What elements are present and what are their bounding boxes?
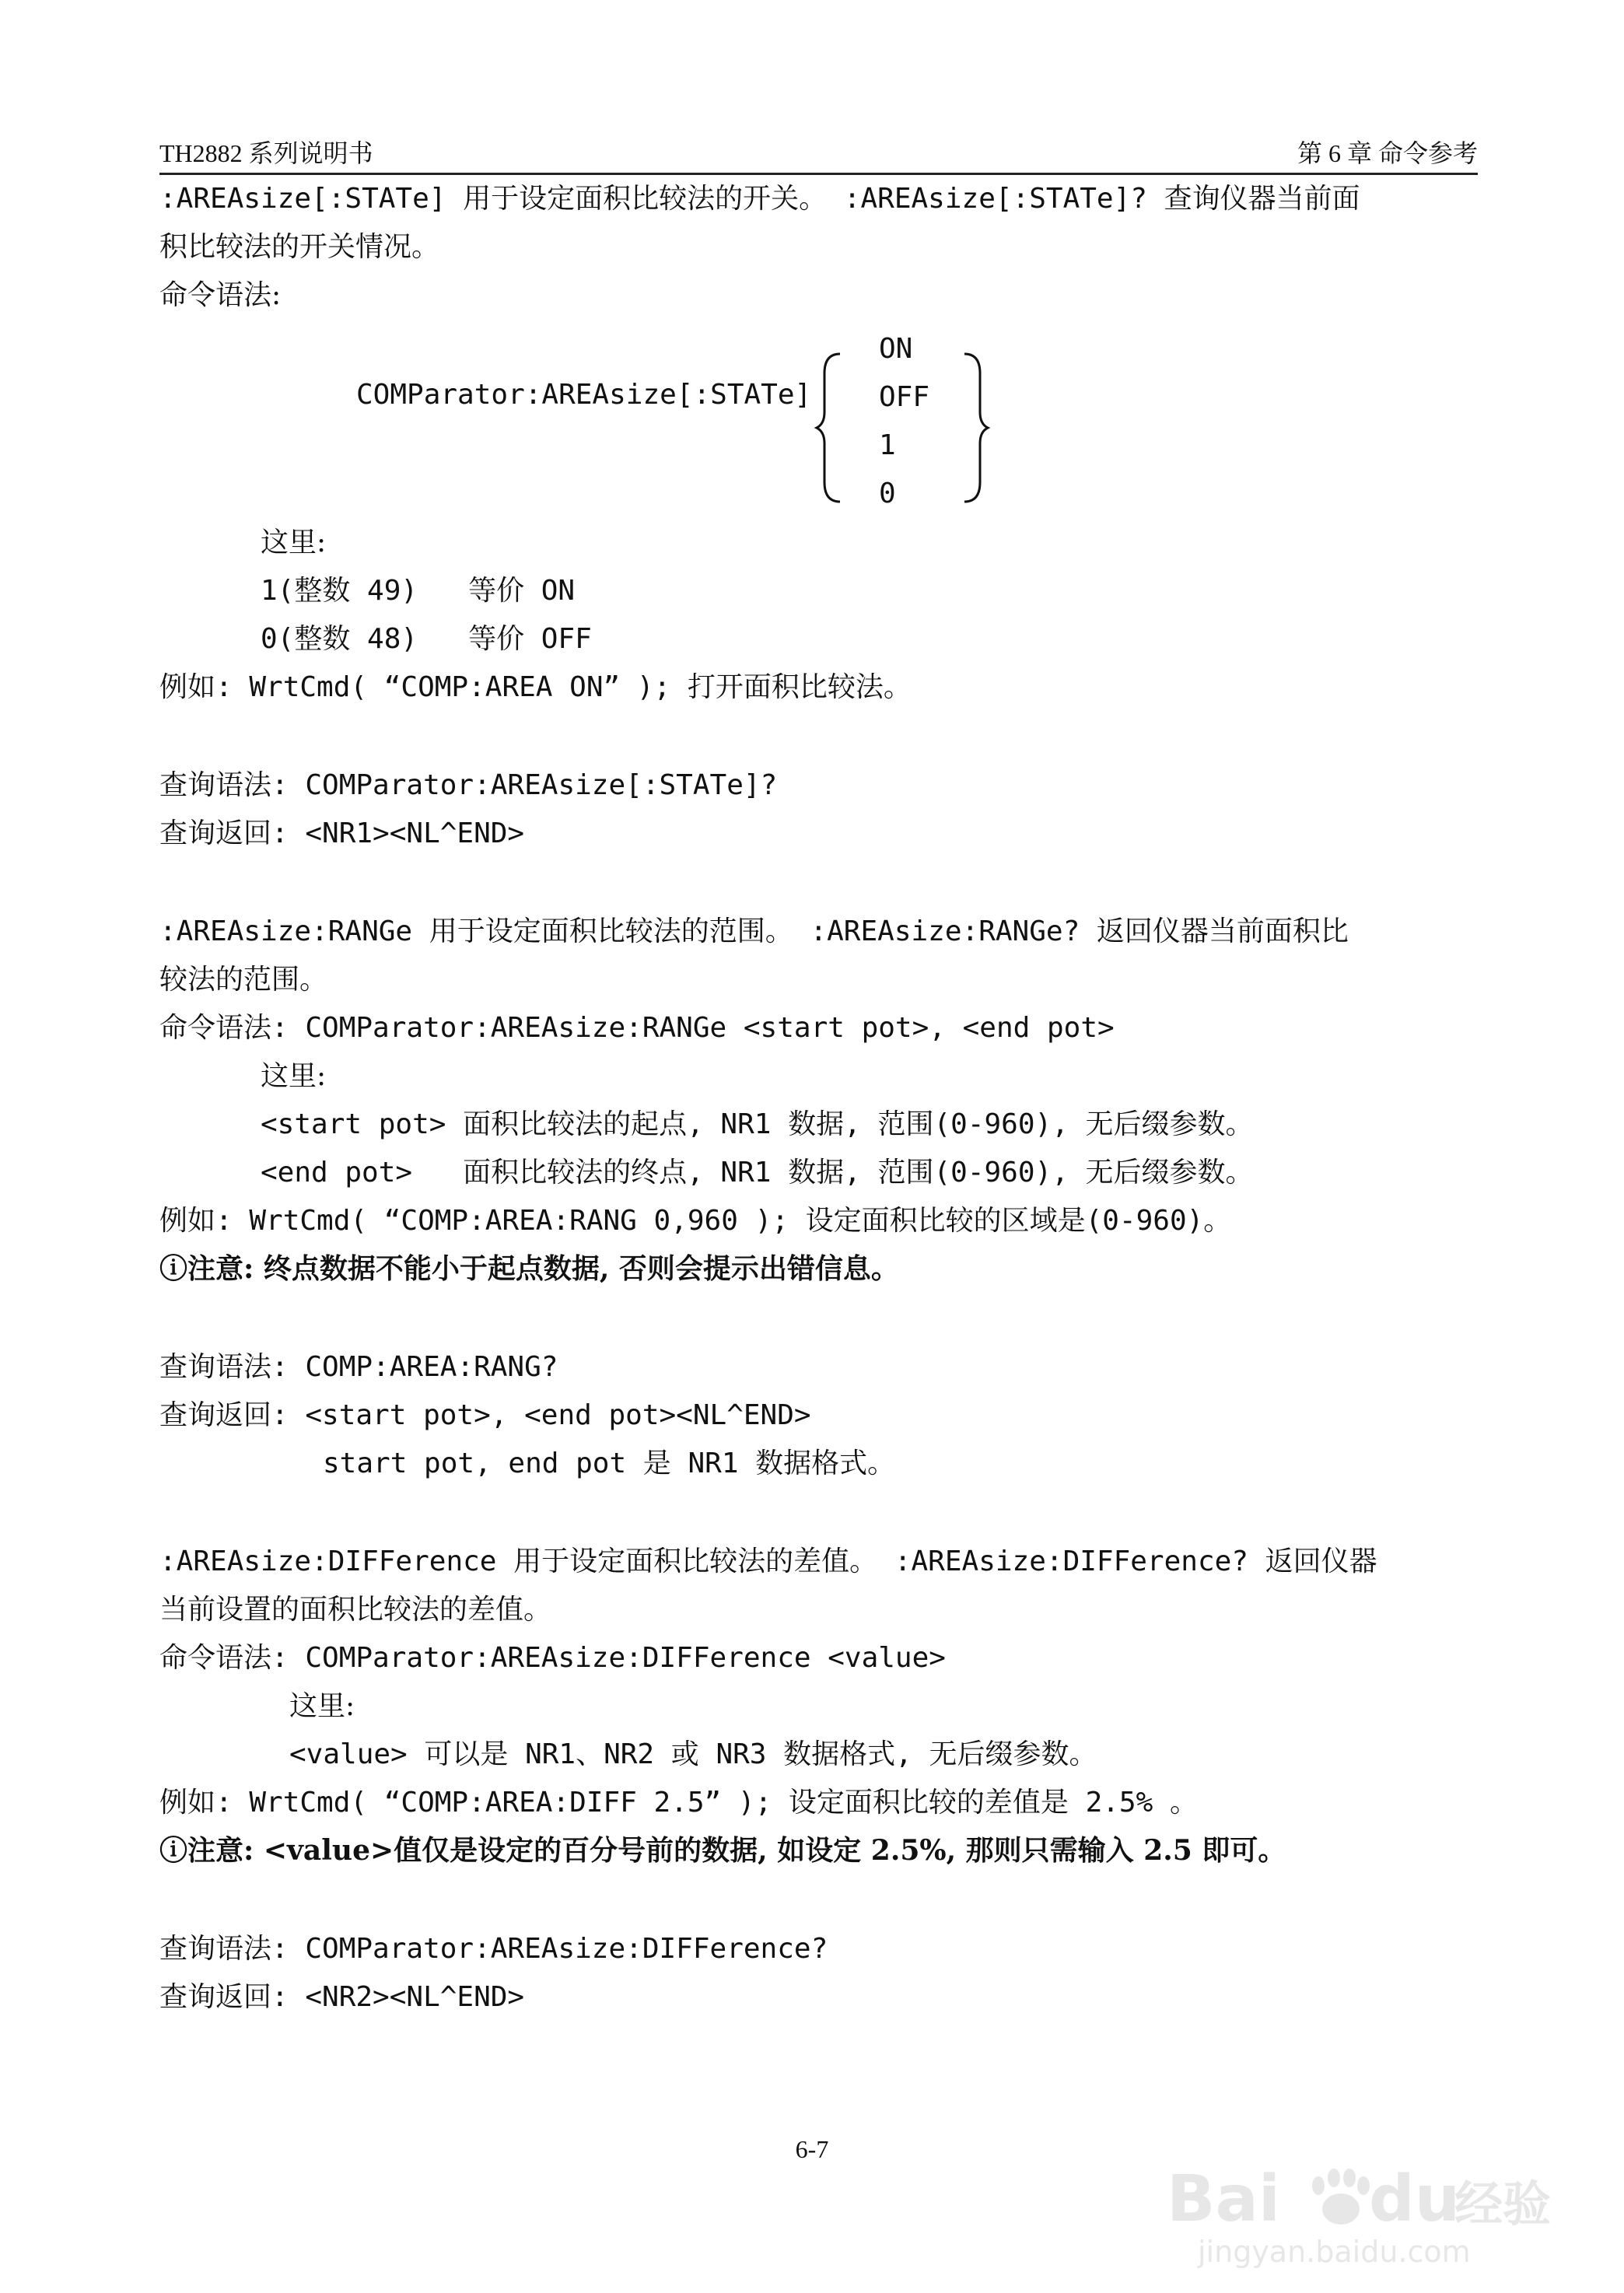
header-title: TH2882 系列说明书 — [159, 139, 373, 167]
svg-text:经验: 经验 — [1454, 2176, 1552, 2232]
s1-syntax-label: 命令语法: — [159, 279, 282, 311]
page-number: 6-7 — [795, 2135, 829, 2163]
s1-where: 这里: — [261, 527, 327, 558]
s3-intro-b: 当前设置的面积比较法的差值。 — [159, 1594, 552, 1626]
s1-query-syntax: 查询语法: COMParator:AREAsize[:STATe]? — [159, 769, 778, 801]
s3-note-text: 注意: <value>值仅是设定的百分号前的数据, 如设定 2.5%, 那则只需输入 2.5 即可。 — [187, 1834, 1286, 1867]
left-brace — [817, 350, 848, 506]
s2-where-2: <end pot> 面积比较法的终点, NR1 数据, 范围(0-960), 无后缀参数。 — [261, 1157, 1254, 1189]
s2-example: 例如: WrtCmd( “COMP:AREA:RANG 0,960 ); 设定面积比较的区域是(0-960)。 — [159, 1205, 1232, 1237]
watermark-url: jingyan.baidu.com — [1198, 2235, 1471, 2269]
s3-where-1: <value> 可以是 NR1、NR2 或 NR3 数据格式, 无后缀参数。 — [289, 1738, 1097, 1770]
s3-example: 例如: WrtCmd( “COMP:AREA:DIFF 2.5” ); 设定面积比较的差值是 2.5% 。 — [159, 1787, 1198, 1819]
s3-query-syntax: 查询语法: COMParator:AREAsize:DIFFerence? — [159, 1933, 828, 1965]
option-off: OFF — [879, 381, 930, 413]
s3-intro-a: :AREAsize:DIFFerence 用于设定面积比较法的差值。 :AREAsize:DIFFerence? 返回仪器 — [159, 1546, 1377, 1577]
s2-query-return: 查询返回: <start pot>, <end pot><NL^END> — [159, 1399, 811, 1431]
s2-intro-a: :AREAsize:RANGe 用于设定面积比较法的范围。 :AREAsize:RANGe? 返回仪器当前面积比 — [159, 915, 1349, 947]
s2-where-1: <start pot> 面积比较法的起点, NR1 数据, 范围(0-960), 无后缀参数。 — [261, 1108, 1254, 1140]
option-on: ON — [879, 333, 913, 365]
s1-where-2: 0(整数 48) 等价 OFF — [261, 623, 592, 655]
svg-text:du: du — [1369, 2162, 1461, 2236]
s2-query-note: start pot, end pot 是 NR1 数据格式。 — [323, 1448, 896, 1479]
s1-example: 例如: WrtCmd( “COMP:AREA ON” ); 打开面积比较法。 — [159, 671, 912, 703]
s2-query-syntax: 查询语法: COMP:AREA:RANG? — [159, 1351, 558, 1383]
s2-syntax: 命令语法: COMParator:AREAsize:RANGe <start pot>, <end pot> — [159, 1012, 1115, 1044]
s2-where: 这里: — [261, 1060, 327, 1092]
option-0: 0 — [879, 478, 896, 509]
info-icon: ⓘ — [159, 1834, 188, 1867]
s2-intro-b: 较法的范围。 — [159, 964, 328, 996]
header-chapter: 第 6 章 命令参考 — [1297, 139, 1478, 167]
s3-where: 这里: — [289, 1690, 355, 1722]
baidu-watermark-logo — [1159, 2155, 1552, 2271]
svg-text:Bai: Bai — [1167, 2162, 1280, 2236]
s3-query-return: 查询返回: <NR2><NL^END> — [159, 1981, 525, 2013]
s1-where-1: 1(整数 49) 等价 ON — [261, 575, 576, 607]
s1-intro-a: :AREAsize[:STATe] 用于设定面积比较法的开关。 :AREAsize[:STATe]? 查询仪器当前面 — [159, 183, 1360, 215]
s3-note — [159, 1836, 1286, 1867]
right-brace — [957, 350, 988, 506]
info-icon: ⓘ — [159, 1252, 188, 1285]
option-1: 1 — [879, 429, 896, 461]
header-rule — [159, 173, 1478, 175]
s1-command: COMParator:AREAsize[:STATe] — [356, 379, 812, 411]
s1-query-return: 查询返回: <NR1><NL^END> — [159, 817, 525, 849]
s2-note-text: 注意: 终点数据不能小于起点数据, 否则会提示出错信息。 — [187, 1252, 899, 1285]
s1-intro-b: 积比较法的开关情况。 — [159, 231, 440, 263]
s3-syntax: 命令语法: COMParator:AREAsize:DIFFerence <value> — [159, 1642, 946, 1674]
s2-note — [159, 1254, 899, 1285]
